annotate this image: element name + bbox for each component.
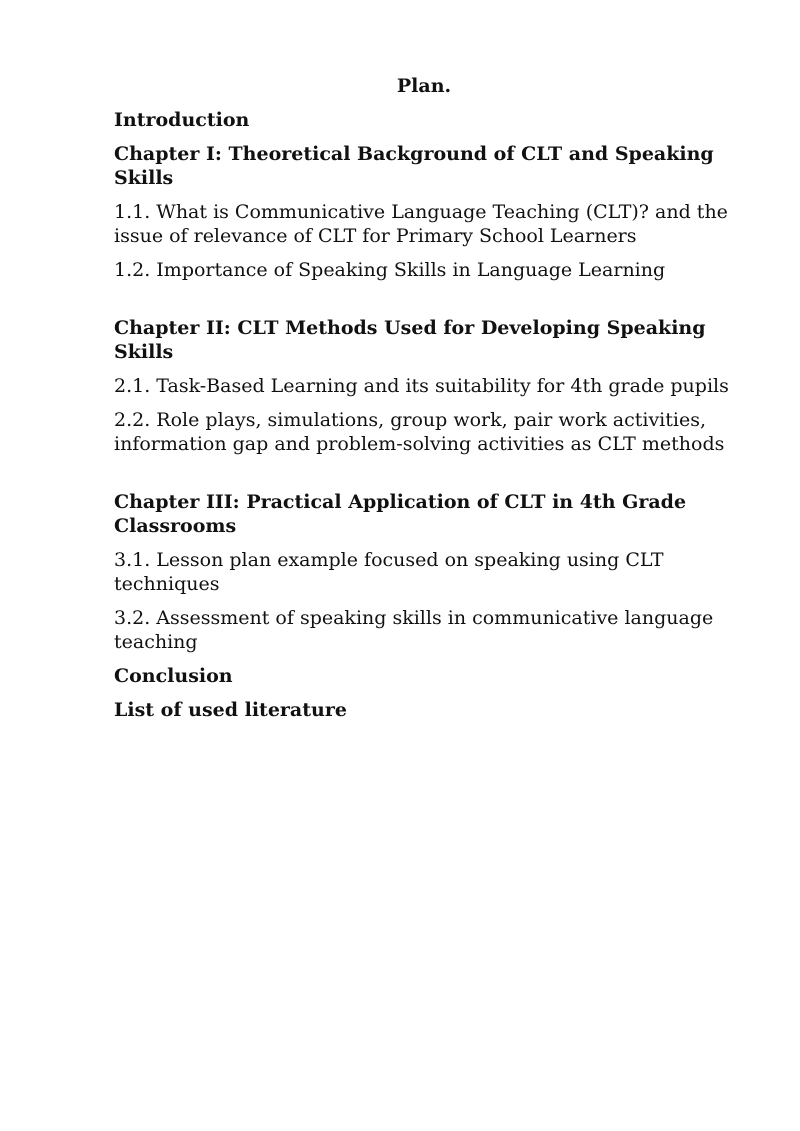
document-page: [114, 74, 734, 732]
section-1-2: 1.2. Importance of Speaking Skills in Language Learning: [114, 259, 666, 281]
page-title: Plan.: [396, 75, 452, 97]
chapter-1-heading: Chapter I: Theoretical Background of CLT and Speaking Skills: [114, 143, 714, 189]
introduction-heading: Introduction: [114, 109, 250, 131]
section-2-2: 2.2. Role plays, simulations, group work, pair work activities, information gap and problem-solving activities as CLT methods: [114, 409, 725, 455]
section-1-1: 1.1. What is Communicative Language Teaching (CLT)? and the issue of relevance of CLT for Primary School Learners: [114, 201, 728, 247]
literature-heading: List of used literature: [114, 699, 347, 721]
section-3-2: 3.2. Assessment of speaking skills in communicative language teaching: [114, 607, 714, 653]
conclusion-heading: Conclusion: [114, 665, 233, 687]
section-3-1: 3.1. Lesson plan example focused on speaking using CLT techniques: [114, 549, 664, 595]
section-2-1: 2.1. Task-Based Learning and its suitability for 4th grade pupils: [114, 375, 729, 397]
chapter-3-heading: Chapter III: Practical Application of CLT in 4th Grade Classrooms: [114, 491, 687, 537]
chapter-2-heading: Chapter II: CLT Methods Used for Developing Speaking Skills: [114, 317, 706, 363]
